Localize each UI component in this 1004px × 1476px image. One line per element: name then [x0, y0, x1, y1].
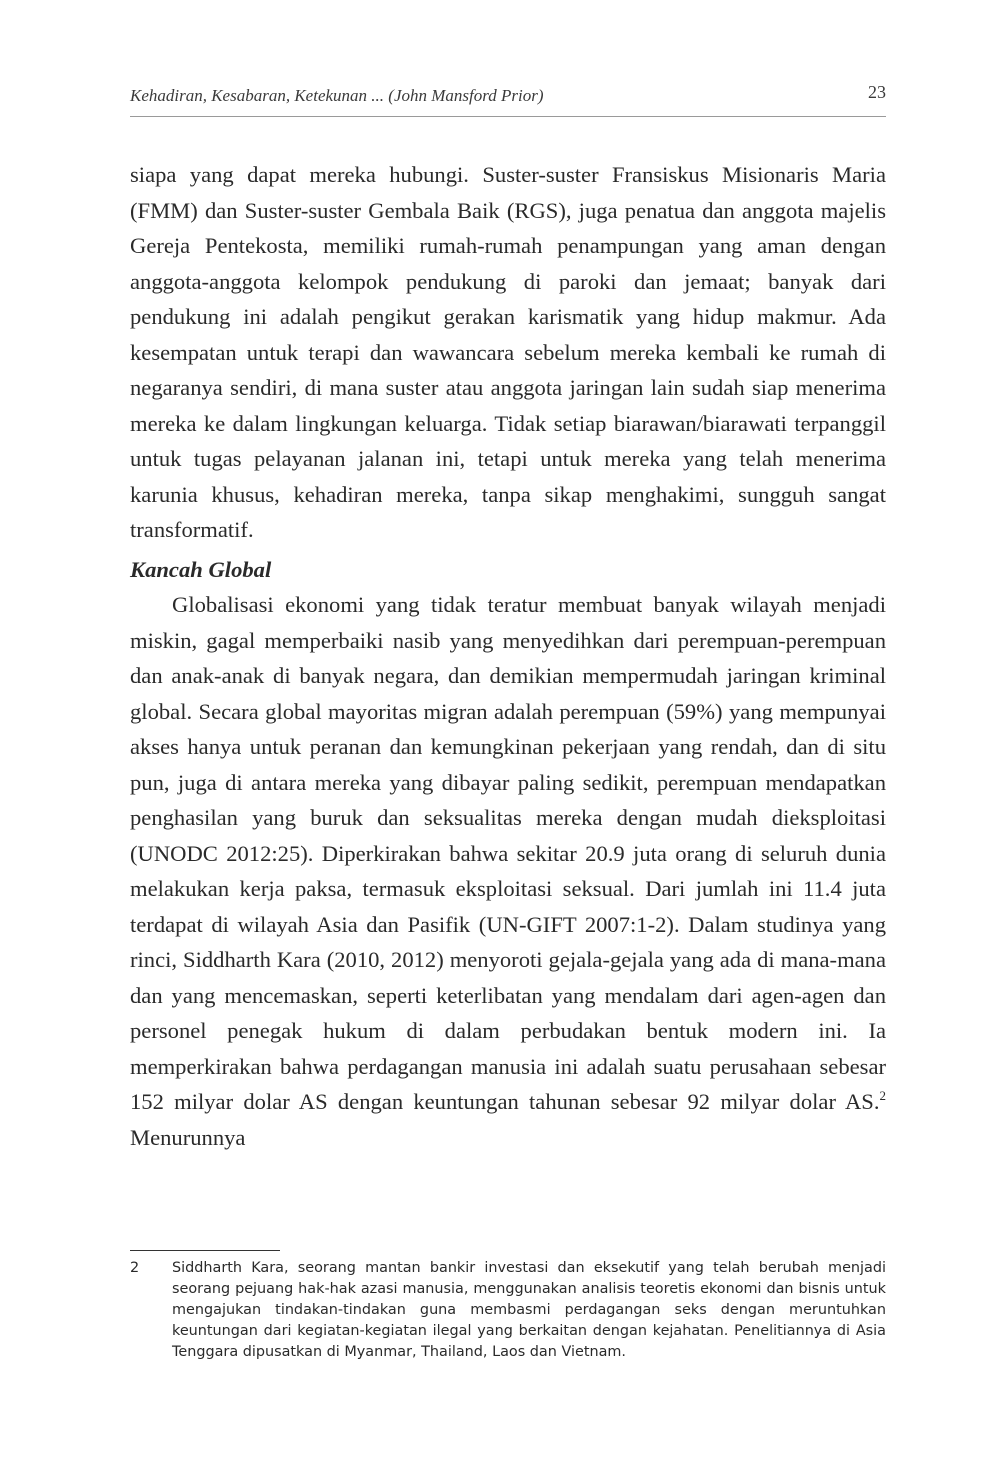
- footnote-reference[interactable]: 2: [879, 1087, 886, 1103]
- body-text: [130, 157, 886, 1155]
- footnote-text: Siddharth Kara, seorang mantan bankir investasi dan eksekutif yang telah berubah menjadi seorang pejuang hak-hak azasi manusia, menggunakan analisis teoretis ekonomi dan bisnis untuk mengajukan tindakan-tindakan guna membasmi perdagangan seks dengan meruntuhkan keuntungan dari kegiatan-kegiatan ilegal yang berkaitan dengan kejahatan. Penelitiannya di Asia Tenggara dipusatkan di Myanmar, Thailand, Laos dan Vietnam.: [172, 1260, 886, 1360]
- footnote: [130, 1258, 886, 1363]
- page-number: 23: [868, 82, 886, 102]
- running-title: Kehadiran, Kesabaran, Ketekunan ... (John Mansford Prior): [130, 86, 544, 105]
- page-header: [130, 76, 886, 117]
- paragraph-text-continued: Menurunnya: [130, 1124, 246, 1150]
- footnote-divider: [130, 1250, 280, 1251]
- paragraph: siapa yang dapat mereka hubungi. Suster-suster Fransiskus Misionaris Maria (FMM) dan Suster-suster Gembala Baik (RGS), juga penatua dan anggota majelis Gereja Pentekosta, memiliki rumah-rumah penampungan yang aman dengan anggota-anggota kelompok pendukung di paroki dan jemaat; banyak dari pendukung ini adalah pengikut gerakan karismatik yang hidup makmur. Ada kesempatan untuk terapi dan wawancara sebelum mereka kembali ke rumah di negaranya sendiri, di mana suster atau anggota jaringan lain sudah siap menerima mereka ke dalam lingkungan keluarga. Tidak setiap biarawan/biarawati terpanggil untuk tugas pelayanan jalanan ini, tetapi untuk mereka yang telah menerima karunia khusus, kehadiran mereka, tanpa sikap menghakimi, sungguh sangat transformatif.: [130, 162, 886, 542]
- paragraph: [130, 587, 886, 1155]
- footnote-number: 2: [130, 1260, 140, 1276]
- paragraph-text: Globalisasi ekonomi yang tidak teratur membuat banyak wilayah menjadi miskin, gagal memperbaiki nasib yang menyedihkan dari perempuan-perempuan dan anak-anak di banyak negara, dan demikian mempermudah jaringan kriminal global. Secara global mayoritas migran adalah perempuan (59%) yang mempunyai akses hanya untuk peranan dan kemungkinan pekerjaan yang rendah, dan di situ pun, juga di antara mereka yang dibayar paling sedikit, perempuan mendapatkan penghasilan yang buruk dan seksualitas mereka dengan mudah dieksploitasi (UNODC 2012:25). Diperkirakan bahwa sekitar 20.9 juta orang di seluruh dunia melakukan kerja paksa, termasuk eksploitasi seksual. Dari jumlah ini 11.4 juta terdapat di wilayah Asia dan Pasifik (UN-GIFT 2007:1-2). Dalam studinya yang rinci, Siddharth Kara (2010, 2012) menyoroti gejala-gejala yang ada di mana-mana dan yang mencemaskan, seperti keterlibatan yang mendalam dari agen-agen dan personel penegak hukum di dalam perbudakan bentuk modern ini. Ia memperkirakan bahwa perdagangan manusia ini adalah suatu perusahaan sebesar 152 milyar dolar AS dengan keuntungan tahunan sebesar 92 milyar dolar AS.: [130, 592, 886, 1114]
- section-heading: Kancah Global: [130, 556, 272, 582]
